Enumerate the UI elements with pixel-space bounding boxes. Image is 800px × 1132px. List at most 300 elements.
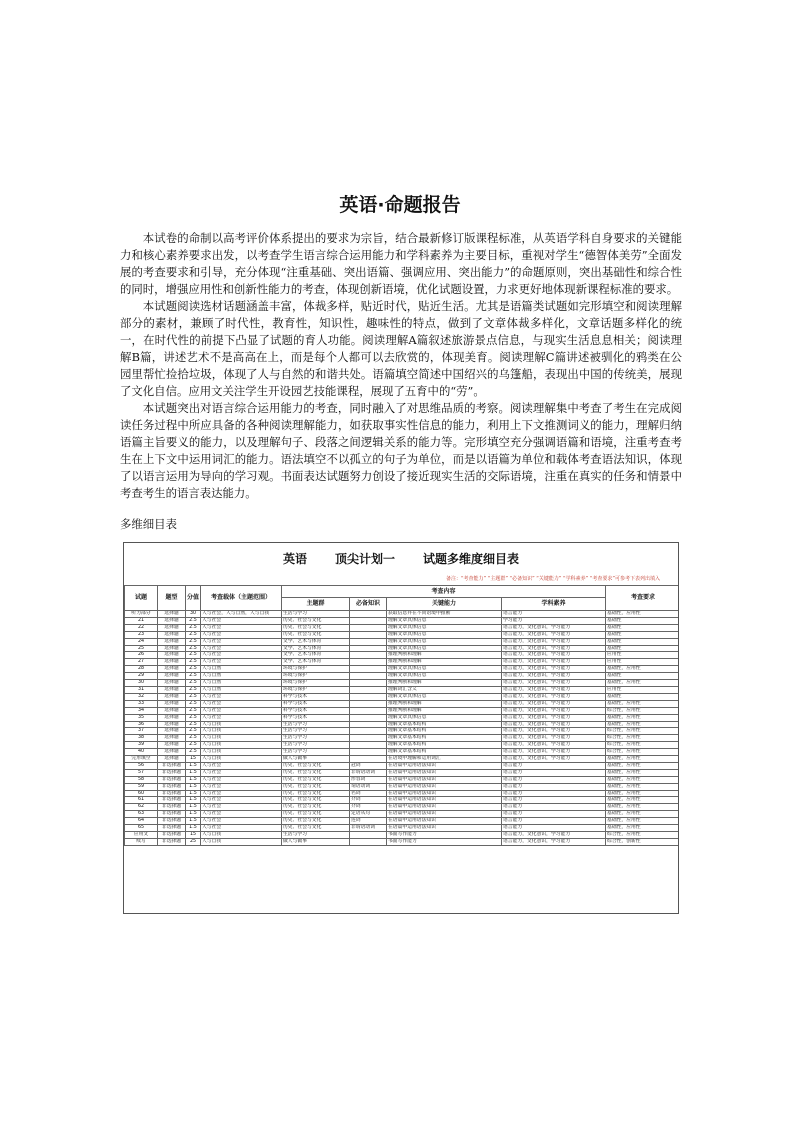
table-cell: 语言能力，文化意识，学习能力 [502, 686, 606, 693]
table-cell [350, 631, 387, 638]
table-cell: 基础性，应用性 [606, 811, 679, 818]
header-knowledge: 必备知识 [350, 598, 387, 611]
table-row [125, 756, 680, 763]
table-cell: 应用性 [606, 659, 679, 666]
table-cell: 选择题 [158, 742, 186, 749]
table-row [125, 707, 680, 714]
table-cell: 人与自我 [201, 756, 282, 763]
table-cell: 在语篇中运用语法知识 [387, 783, 502, 790]
header-ability: 关键能力 [387, 598, 502, 611]
table-cell: 基础性，应用性 [606, 700, 679, 707]
table-cell: 理解词汇含义 [387, 686, 502, 693]
table-cell [350, 680, 387, 687]
table-cell: 基础性，应用性 [606, 756, 679, 763]
table-cell: 续写 [125, 838, 158, 845]
table-cell: 语言能力，文化意识，学习能力 [502, 838, 606, 845]
table-cell: 推理判断和理解 [387, 680, 502, 687]
paragraph-3: 本试题突出对语言综合运用能力的考查，同时融入了对思维品质的考察。阅读理解集中考查了考生在完成阅读任务过程中所应具备的各种阅读理解能力，如获取事实性信息的能力，利用上下文推测词义的能力，理解归纳语篇主旨要义的能力，以及理解句子、段落之间逻辑关系的能力等。完形填空充分强调语篇和语境，注重考查考生在上下文中运用词汇的能力。语法填空不以孤立的句子为单位，而是以语篇为单位和载体考查语法知识，体现了以语言运用为导向的学习观。书面表达试题努力创设了接近现实生活的交际语境，注重在真实的任务和情景中考查考生的语言表达能力。 [120, 401, 682, 500]
table-cell: 选择题 [158, 666, 186, 673]
table-cell: 选择题 [158, 749, 186, 756]
table-cell: 人与社会 [201, 804, 282, 811]
table-cell: 非选择题 [158, 797, 186, 804]
table-cell: 非选择题 [158, 804, 186, 811]
table-cell: 15 [186, 832, 201, 839]
table-cell: 语言能力，文化意识，学习能力 [502, 832, 606, 839]
table-cell: 在语篇中运用语法知识 [387, 790, 502, 797]
table-cell: 做人与做事 [282, 756, 350, 763]
table-cell: 基础性，应用性 [606, 776, 679, 783]
table-cell: 人与自然 [201, 686, 282, 693]
table-cell: 33 [125, 700, 158, 707]
header-type: 题型 [158, 586, 186, 611]
table-cell: 生活与学习 [282, 728, 350, 735]
table-cell: 23 [125, 631, 158, 638]
table-cell: 语言能力，文化意识，学习能力 [502, 631, 606, 638]
table-cell: 选择题 [158, 700, 186, 707]
table-cell [350, 707, 387, 714]
table-row [125, 721, 680, 728]
table-cell [350, 714, 387, 721]
table-cell: 理解文章基本结构 [387, 735, 502, 742]
table-cell: 人与社会 [201, 617, 282, 624]
table-cell: 2.5 [186, 700, 201, 707]
table-cell: 人与社会 [201, 790, 282, 797]
table-cell: 2.5 [186, 673, 201, 680]
table-cell: 在语篇中运用语法知识 [387, 804, 502, 811]
table-cell: 人与自然 [201, 673, 282, 680]
table-cell: 59 [125, 783, 158, 790]
table-cell [350, 693, 387, 700]
table-cell: 推理判断和理解 [387, 652, 502, 659]
table-cell: 基础性，应用性 [606, 762, 679, 769]
table-cell: 2.5 [186, 666, 201, 673]
table-cell: 历史、社会与文化 [282, 617, 350, 624]
table-row [125, 624, 680, 631]
table-cell: 环境与保护 [282, 673, 350, 680]
table-cell: 人与社会 [201, 631, 282, 638]
table-cell: 31 [125, 686, 158, 693]
detail-table-image [123, 542, 679, 914]
table-cell: 基础性 [606, 693, 679, 700]
table-cell: 文学、艺术与体育 [282, 652, 350, 659]
table-cell: 推理判断和理解 [387, 707, 502, 714]
table-cell: 基础性，应用性 [606, 825, 679, 832]
table-cell: 基础性，应用性 [606, 790, 679, 797]
table-cell: 基础性，应用性 [606, 783, 679, 790]
table-cell: 语言能力，文化意识，学习能力 [502, 735, 606, 742]
table-cell: 历史、社会与文化 [282, 790, 350, 797]
table-cell: 介词 [350, 804, 387, 811]
table-cell: 语言能力，文化意识，学习能力 [502, 742, 606, 749]
table-cell: 非选择题 [158, 769, 186, 776]
table-cell: 历史、社会与文化 [282, 769, 350, 776]
table-cell: 生活与学习 [282, 832, 350, 839]
table-cell: 综合性，创新性 [606, 838, 679, 845]
table-cell: 非选择题 [158, 832, 186, 839]
table-cell: 非选择题 [158, 811, 186, 818]
table-cell: 1.5 [186, 769, 201, 776]
table-cell: 生活与学习 [282, 742, 350, 749]
table-cell: 基础性 [606, 624, 679, 631]
table-cell [350, 617, 387, 624]
table-row [125, 825, 680, 832]
table-cell: 人与自我 [201, 728, 282, 735]
table-row [125, 666, 680, 673]
table-cell [350, 838, 387, 845]
table-cell: 应用文 [125, 832, 158, 839]
table-cell: 64 [125, 818, 158, 825]
table-row [125, 652, 680, 659]
table-cell: 2.5 [186, 686, 201, 693]
table-cell: 1.5 [186, 797, 201, 804]
table-cell: 人与社会 [201, 700, 282, 707]
table-cell: 语言能力，文化意识，学习能力 [502, 693, 606, 700]
table-cell: 语言能力，文化意识，学习能力 [502, 728, 606, 735]
table-row [125, 700, 680, 707]
table-cell: 语言能力，文化意识，学习能力 [502, 700, 606, 707]
table-cell: 1.5 [186, 818, 201, 825]
table-cell: 2.5 [186, 742, 201, 749]
table-cell: 形容词 [350, 776, 387, 783]
table-cell: 2.5 [186, 624, 201, 631]
table-cell: 人与社会 [201, 652, 282, 659]
table-cell: 65 [125, 825, 158, 832]
table-cell: 语言能力 [502, 797, 606, 804]
table-row [125, 645, 680, 652]
header-requirement: 考查要求 [606, 586, 679, 611]
table-row [125, 762, 680, 769]
table-cell: 连词 [350, 818, 387, 825]
table-cell: 综合性，应用性 [606, 707, 679, 714]
table-row [125, 804, 680, 811]
table-cell: 语言能力，文化意识，学习能力 [502, 721, 606, 728]
header-score: 分值 [186, 586, 201, 611]
table-cell: 32 [125, 693, 158, 700]
table-cell: 选择题 [158, 707, 186, 714]
table-cell: 非选择题 [158, 818, 186, 825]
table-cell: 1.5 [186, 776, 201, 783]
table-cell: 历史、社会与文化 [282, 804, 350, 811]
header-question: 试题 [125, 586, 158, 611]
table-row [125, 728, 680, 735]
table-cell [350, 735, 387, 742]
table-cell: 人与社会 [201, 638, 282, 645]
table-cell: 选择题 [158, 756, 186, 763]
table-row [125, 811, 680, 818]
table-cell: 语言能力 [502, 818, 606, 825]
table-cell: 1.5 [186, 790, 201, 797]
table-row [125, 611, 680, 618]
table-cell: 书面写作能力 [387, 838, 502, 845]
page-title: 英语·命题报告 [339, 194, 461, 216]
table-cell: 2.5 [186, 680, 201, 687]
table-cell: 34 [125, 707, 158, 714]
table-cell: 2.5 [186, 617, 201, 624]
table-cell: 语言能力，文化意识，学习能力 [502, 652, 606, 659]
table-cell: 选择题 [158, 673, 186, 680]
table-cell: 基础性，应用性 [606, 721, 679, 728]
table-cell [350, 721, 387, 728]
table-cell: 人与社会 [201, 693, 282, 700]
detail-table-body [125, 611, 680, 846]
table-cell: 人与社会 [201, 645, 282, 652]
table-cell: 综合性，应用性 [606, 749, 679, 756]
table-cell: 历史、社会与文化 [282, 811, 350, 818]
table-cell: 2.5 [186, 638, 201, 645]
table-cell [350, 645, 387, 652]
table-cell: 语言能力，文化意识，学习能力 [502, 666, 606, 673]
table-cell: 历史、社会与文化 [282, 797, 350, 804]
table-cell: 语言能力，文化意识，学习能力 [502, 749, 606, 756]
table-cell: 在语篇中运用语法知识 [387, 797, 502, 804]
table-cell: 生活与学习 [282, 611, 350, 618]
table-cell: 人与社会 [201, 811, 282, 818]
table-cell: 21 [125, 617, 158, 624]
table-row [125, 680, 680, 687]
header-theme: 主题群 [282, 598, 350, 611]
table-cell: 介词 [350, 797, 387, 804]
table-cell: 2.5 [186, 721, 201, 728]
table-cell [350, 638, 387, 645]
table-cell: 在语篇中运用语法知识 [387, 776, 502, 783]
table-cell [350, 686, 387, 693]
table-row [125, 686, 680, 693]
table-cell: 理解文章具体信息 [387, 673, 502, 680]
table-cell: 生活与学习 [282, 735, 350, 742]
table-cell: 29 [125, 673, 158, 680]
table-cell: 做人与做事 [282, 838, 350, 845]
table-cell: 人与自我 [201, 832, 282, 839]
table-cell: 非选择题 [158, 783, 186, 790]
table-cell: 36 [125, 721, 158, 728]
table-cell: 应用性 [606, 686, 679, 693]
table-cell: 获取信息并在不同语境中推断 [387, 611, 502, 618]
table-row [125, 783, 680, 790]
table-cell: 基础性，应用性 [606, 680, 679, 687]
table-cell: 人与社会 [201, 818, 282, 825]
table-cell: 38 [125, 735, 158, 742]
table-cell: 语言能力 [502, 825, 606, 832]
table-cell: 2.5 [186, 652, 201, 659]
table-row [125, 659, 680, 666]
table-cell: 人与自我 [201, 742, 282, 749]
table-cell: 选择题 [158, 728, 186, 735]
table-cell: 基础性，应用性 [606, 804, 679, 811]
table-cell: 综合性，应用性 [606, 742, 679, 749]
table-title-name: 试题多维度细目表 [423, 551, 520, 566]
table-cell: 语言能力 [502, 762, 606, 769]
table-cell: 人与社会 [201, 797, 282, 804]
table-cell: 理解文章具体信息 [387, 666, 502, 673]
table-cell: 15 [186, 756, 201, 763]
table-cell: 语言能力，文化意识，学习能力 [502, 756, 606, 763]
table-cell: 历史、社会与文化 [282, 776, 350, 783]
table-title-subject: 英语 [282, 551, 307, 566]
table-cell: 人与自我 [201, 721, 282, 728]
table-cell: 2.5 [186, 714, 201, 721]
table-cell: 理解文章基本结构 [387, 742, 502, 749]
table-cell: 1.5 [186, 783, 201, 790]
table-cell: 25 [186, 838, 201, 845]
table-cell: 在语篇中运用语法知识 [387, 825, 502, 832]
table-cell: 历史、社会与文化 [282, 624, 350, 631]
table-cell: 历史、社会与文化 [282, 631, 350, 638]
table-cell [350, 742, 387, 749]
detail-table [124, 585, 679, 846]
table-cell: 57 [125, 769, 158, 776]
table-row [125, 790, 680, 797]
table-cell: 选择题 [158, 735, 186, 742]
table-row [125, 673, 680, 680]
table-cell: 选择题 [158, 680, 186, 687]
table-cell [350, 652, 387, 659]
table-cell: 应用性 [606, 652, 679, 659]
table-cell: 人与自我 [201, 749, 282, 756]
table-cell: 1.5 [186, 825, 201, 832]
table-cell: 人与自然 [201, 680, 282, 687]
table-title [124, 543, 678, 573]
table-cell: 人与自我 [201, 735, 282, 742]
table-cell: 语言能力，文化意识，学习能力 [502, 673, 606, 680]
table-cell: 2.5 [186, 707, 201, 714]
table-cell: 人与社会 [201, 624, 282, 631]
table-cell: 人与自然 [201, 666, 282, 673]
table-cell: 理解文章基本结构 [387, 749, 502, 756]
table-row [125, 693, 680, 700]
table-cell: 文学、艺术与体育 [282, 645, 350, 652]
table-cell: 选择题 [158, 617, 186, 624]
table-cell: 非选择题 [158, 825, 186, 832]
table-note: 备注：“考查能力” “主题群” “必备知识” “关键能力” “学科素养” “考查要求”可参考下表列出填入 [445, 576, 660, 582]
table-cell: 在语境中理解和运用词汇 [387, 756, 502, 763]
table-cell: 理解文章具体信息 [387, 714, 502, 721]
table-cell: 基础性 [606, 617, 679, 624]
report-body [120, 230, 682, 502]
table-cell: 生活与学习 [282, 721, 350, 728]
header-content: 考查内容 [282, 586, 606, 598]
table-cell: 选择题 [158, 645, 186, 652]
table-cell: 人与社会 [201, 776, 282, 783]
table-row [125, 735, 680, 742]
table-cell: 冠词 [350, 762, 387, 769]
table-cell: 63 [125, 811, 158, 818]
table-cell: 基础性 [606, 673, 679, 680]
table-cell: 在语篇中运用语法知识 [387, 811, 502, 818]
table-cell: 58 [125, 776, 158, 783]
table-cell: 理解文章具体信息 [387, 693, 502, 700]
table-cell: 科学与技术 [282, 700, 350, 707]
table-cell: 37 [125, 728, 158, 735]
table-cell: 理解文章具体信息 [387, 645, 502, 652]
table-cell: 非谓语动词 [350, 825, 387, 832]
table-cell [350, 659, 387, 666]
table-cell: 选择题 [158, 693, 186, 700]
table-cell: 基础性，应用性 [606, 769, 679, 776]
table-cell: 在语篇中运用语法知识 [387, 818, 502, 825]
table-cell: 人与社会，人与自然，人与自我 [201, 611, 282, 618]
table-cell: 理解文章基本结构 [387, 728, 502, 735]
table-cell: 历史、社会与文化 [282, 783, 350, 790]
table-cell: 谓语动词 [350, 783, 387, 790]
table-cell: 基础性，应用性 [606, 818, 679, 825]
table-cell: 非选择题 [158, 762, 186, 769]
table-cell: 完形填空 [125, 756, 158, 763]
table-cell: 22 [125, 624, 158, 631]
table-cell: 科学与技术 [282, 693, 350, 700]
table-cell: 人与社会 [201, 825, 282, 832]
table-cell: 理解文章具体信息 [387, 624, 502, 631]
table-cell: 名词 [350, 790, 387, 797]
table-cell: 40 [125, 749, 158, 756]
table-cell: 文学、艺术与体育 [282, 659, 350, 666]
table-cell: 非选择题 [158, 790, 186, 797]
table-cell [350, 832, 387, 839]
table-row [125, 631, 680, 638]
table-cell: 理解文章具体信息 [387, 617, 502, 624]
table-cell [350, 749, 387, 756]
table-cell: 基础性 [606, 645, 679, 652]
table-cell: 语言能力 [502, 611, 606, 618]
table-cell: 选择题 [158, 659, 186, 666]
table-row [125, 818, 680, 825]
table-cell: 2.5 [186, 693, 201, 700]
table-cell: 2.5 [186, 749, 201, 756]
table-cell: 39 [125, 742, 158, 749]
table-cell: 2.5 [186, 735, 201, 742]
table-cell: 26 [125, 652, 158, 659]
table-cell: 人与社会 [201, 707, 282, 714]
table-caption: 多维细目表 [120, 517, 177, 531]
table-cell: 推理判断和理解 [387, 659, 502, 666]
table-cell: 基础性，应用性 [606, 611, 679, 618]
table-cell: 在语篇中运用语法知识 [387, 762, 502, 769]
table-cell: 基础性 [606, 638, 679, 645]
table-row [125, 714, 680, 721]
table-cell: 35 [125, 714, 158, 721]
table-cell: 综合性，应用性 [606, 832, 679, 839]
table-row [125, 838, 680, 845]
table-cell: 非选择题 [158, 776, 186, 783]
table-title-plan: 顶尖计划一 [334, 551, 395, 566]
table-cell: 学习能力 [502, 617, 606, 624]
table-cell: 人与社会 [201, 783, 282, 790]
table-row [125, 617, 680, 624]
table-cell: 听力部分 [125, 611, 158, 618]
table-cell: 书面写作能力 [387, 832, 502, 839]
table-cell [350, 728, 387, 735]
paragraph-2: 本试题阅读选材话题涵盖丰富，体裁多样，贴近时代，贴近生活。尤其是语篇类试题如完形填空和阅读理解部分的素材，兼顾了时代性，教育性，知识性，趣味性的特点，做到了文章体裁多样化，文章话题多样化的统一，在时代性的前提下凸显了试题的育人功能。阅读理解A篇叙述旅游景点信息，与现实生活息息相关；阅读理解B篇，讲述艺术不是高高在上，而是每个人都可以去欣赏的，体现美育。阅读理解C篇讲述被驯化的鸦类在公园里帮忙捡拾垃圾，体现了人与自然的和谐共处。语篇填空简述中国绍兴的乌篷船，表现出中国的传统美，展现了文化自信。应用文关注学生开设园艺技能课程，展现了五育中的“劳”。 [120, 299, 682, 398]
table-row [125, 797, 680, 804]
table-cell: 科学与技术 [282, 714, 350, 721]
table-cell [350, 700, 387, 707]
table-row [125, 742, 680, 749]
table-cell: 24 [125, 638, 158, 645]
table-cell: 28 [125, 666, 158, 673]
table-cell: 30 [125, 680, 158, 687]
table-row [125, 749, 680, 756]
table-cell: 2.5 [186, 645, 201, 652]
table-cell: 非选择题 [158, 838, 186, 845]
table-cell: 基础性 [606, 631, 679, 638]
table-cell: 文学、艺术与体育 [282, 638, 350, 645]
table-cell: 61 [125, 797, 158, 804]
table-cell: 历史、社会与文化 [282, 825, 350, 832]
table-cell: 理解文章基本结构 [387, 721, 502, 728]
table-cell: 基础性，应用性 [606, 666, 679, 673]
table-cell: 56 [125, 762, 158, 769]
table-cell: 语言能力 [502, 790, 606, 797]
table-cell: 语言能力，文化意识，学习能力 [502, 645, 606, 652]
